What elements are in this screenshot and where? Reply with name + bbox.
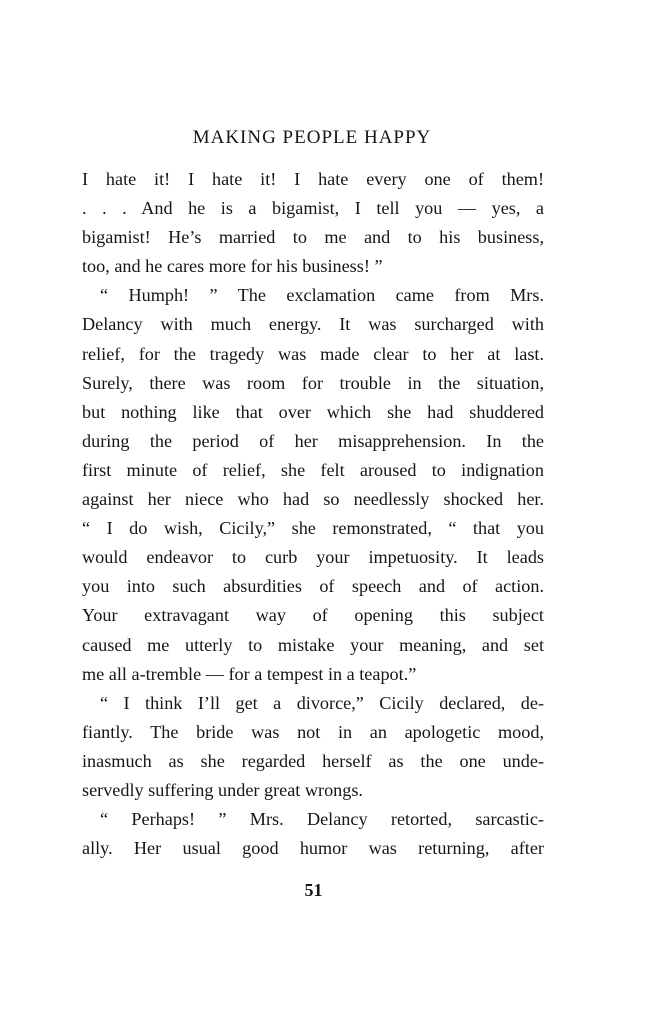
text-line: first minute of relief, she felt aroused to indignation [82, 459, 544, 480]
page-number: 51 [304, 880, 323, 900]
text-line: “ I do wish, Cicily,” she remonstrated, “ that you [82, 518, 544, 539]
text-line: Delancy with much energy. It was surcharged with [82, 314, 544, 335]
text-line: but nothing like that over which she had shuddered [82, 401, 544, 422]
text-line: “ I think I’ll get a divorce,” Cicily declared, de- [100, 692, 544, 713]
text-line: Surely, there was room for trouble in the situation, [82, 372, 544, 393]
text-line: too, and he cares more for his business! ” [82, 256, 383, 277]
text-line: servedly suffering under great wrongs. [82, 779, 363, 800]
text-line: Your extravagant way of opening this subject [82, 605, 544, 626]
text-line: “ Perhaps! ” Mrs. Delancy retorted, sarcastic- [100, 809, 544, 830]
text-line: “ Humph! ” The exclamation came from Mrs. [100, 285, 544, 306]
text-line: I hate it! I hate it! I hate every one of them! [82, 169, 544, 189]
text-line: during the period of her misapprehension. In the [82, 430, 544, 451]
text-line: bigamist! He’s married to me and to his business, [82, 227, 544, 248]
text-line: caused me utterly to mistake your meaning, and set [82, 634, 544, 655]
text-line: against her niece who had so needlessly shocked her. [82, 489, 544, 510]
text-line: inasmuch as she regarded herself as the one unde- [82, 750, 544, 771]
text-line: relief, for the tragedy was made clear to her at last. [82, 343, 544, 364]
running-head: MAKING PEOPLE HAPPY [192, 127, 432, 148]
text-line: ally. Her usual good humor was returning, after [82, 838, 544, 859]
text-line: you into such absurdities of speech and of action. [82, 576, 544, 597]
text-line: fiantly. The bride was not in an apologetic mood, [82, 721, 544, 742]
body-text [82, 165, 544, 863]
text-line: would endeavor to curb your impetuosity. It leads [82, 547, 544, 568]
text-line: me all a-tremble — for a tempest in a teapot.” [82, 663, 417, 684]
text-line: . . . And he is a bigamist, I tell you — yes, a [82, 198, 544, 219]
